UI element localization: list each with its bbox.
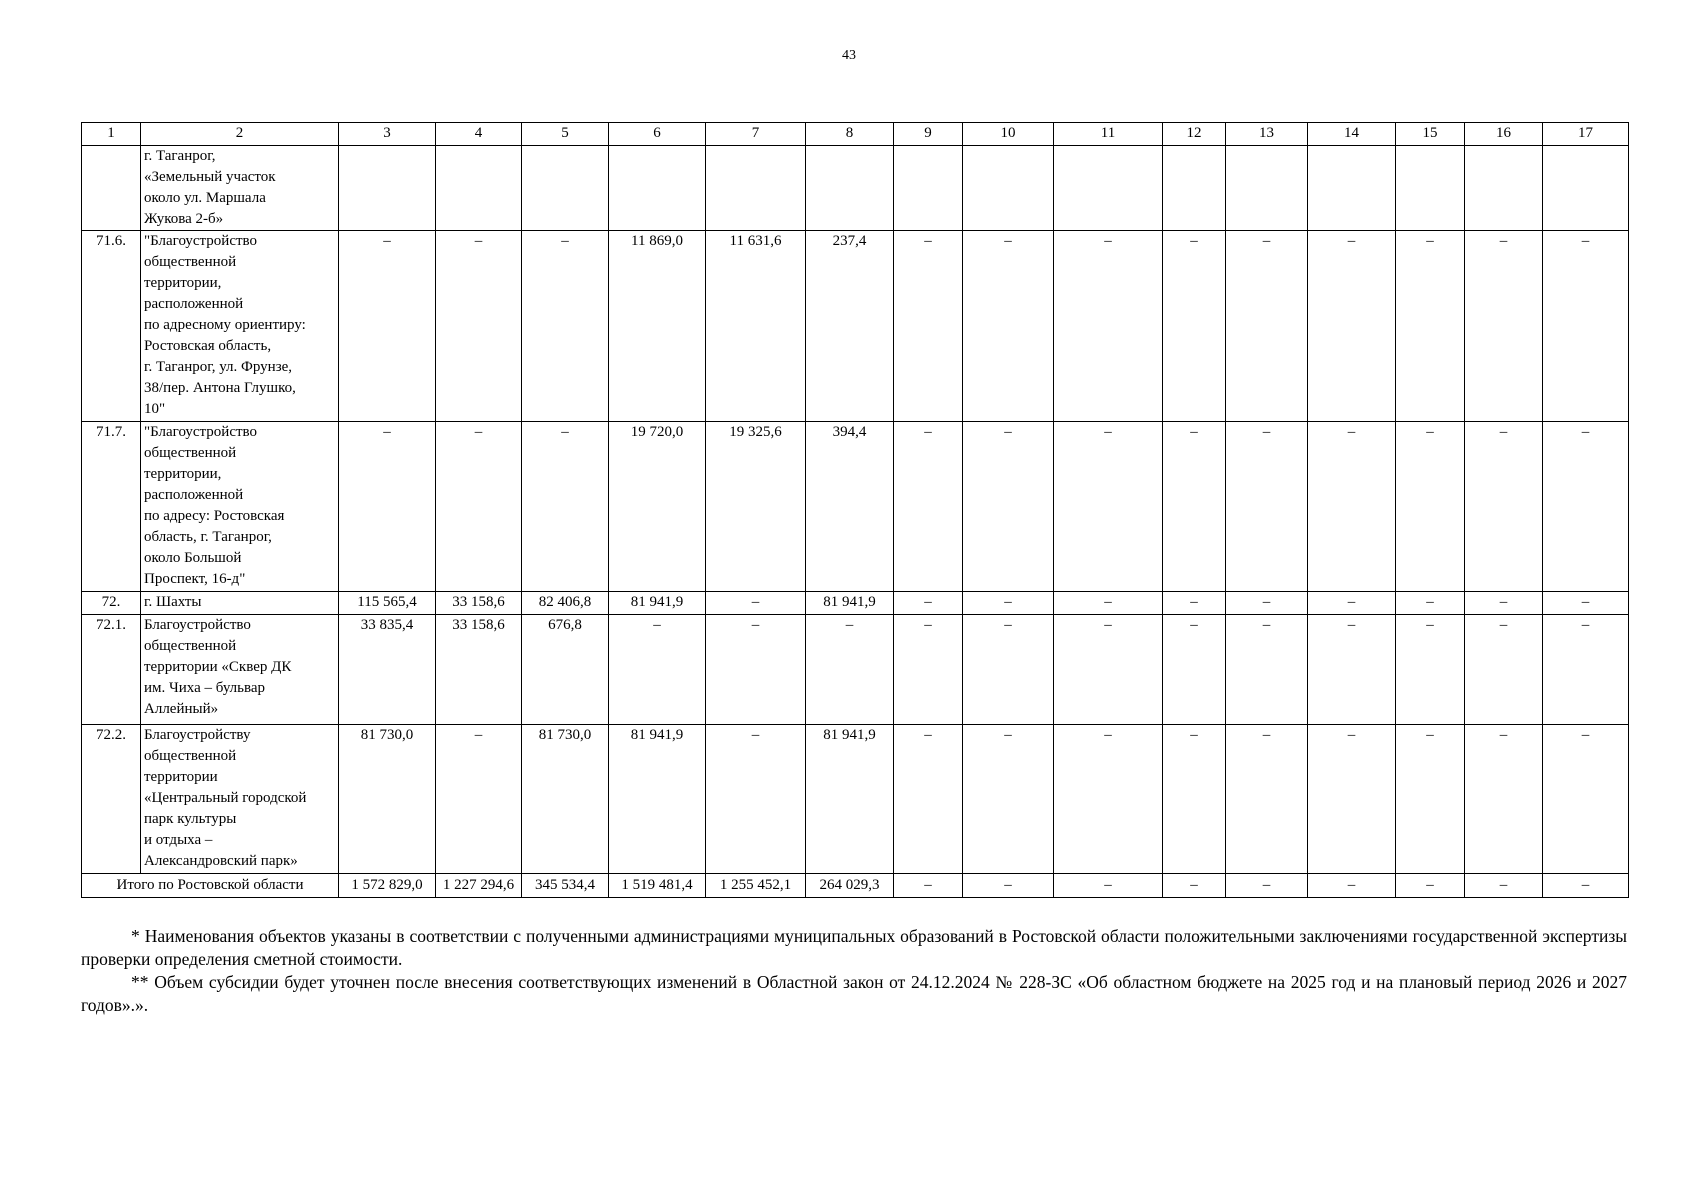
total-value-cell: – <box>963 874 1054 898</box>
value-cell: – <box>1054 725 1163 874</box>
value-cell <box>609 146 706 231</box>
value-cell: 33 158,6 <box>436 592 522 615</box>
value-cell: – <box>1226 231 1308 422</box>
column-number-10: 10 <box>963 123 1054 146</box>
row-number: 72.1. <box>82 615 141 725</box>
object-name: "Благоустройство общественной территории, расположенной по адресному ориентиру: Ростовская область, г. Таганрог, ул. Фрунзе, 38/пер. Антона Глушко, 10" <box>141 231 339 422</box>
value-cell: – <box>1465 422 1543 592</box>
table-row <box>82 146 1629 231</box>
column-number-9: 9 <box>894 123 963 146</box>
total-value-cell: – <box>1465 874 1543 898</box>
value-cell: – <box>1396 422 1465 592</box>
value-cell: – <box>339 422 436 592</box>
value-cell: – <box>1054 231 1163 422</box>
value-cell: 237,4 <box>806 231 894 422</box>
value-cell <box>1054 146 1163 231</box>
value-cell: – <box>894 592 963 615</box>
value-cell: – <box>1054 615 1163 725</box>
table-row <box>82 725 1629 874</box>
value-cell: – <box>436 231 522 422</box>
total-value-cell: – <box>1308 874 1396 898</box>
value-cell: – <box>1465 592 1543 615</box>
column-number-15: 15 <box>1396 123 1465 146</box>
object-name: Благоустройству общественной территории «Центральный городской парк культуры и отдыха – Александровский парк» <box>141 725 339 874</box>
column-number-11: 11 <box>1054 123 1163 146</box>
value-cell: – <box>1396 231 1465 422</box>
value-cell: 33 835,4 <box>339 615 436 725</box>
value-cell: 81 730,0 <box>339 725 436 874</box>
total-value-cell: 264 029,3 <box>806 874 894 898</box>
total-value-cell: 345 534,4 <box>522 874 609 898</box>
table-row <box>82 422 1629 592</box>
total-value-cell: – <box>1054 874 1163 898</box>
value-cell: – <box>894 725 963 874</box>
value-cell <box>706 146 806 231</box>
value-cell: – <box>1308 231 1396 422</box>
object-name: г. Таганрог, «Земельный участок около ул. Маршала Жукова 2-б» <box>141 146 339 231</box>
value-cell <box>1308 146 1396 231</box>
row-number: 71.6. <box>82 231 141 422</box>
value-cell: – <box>894 615 963 725</box>
total-value-cell: – <box>1163 874 1226 898</box>
value-cell: – <box>1054 592 1163 615</box>
column-number-6: 6 <box>609 123 706 146</box>
column-number-17: 17 <box>1543 123 1629 146</box>
value-cell: – <box>963 231 1054 422</box>
value-cell <box>436 146 522 231</box>
value-cell: – <box>1396 592 1465 615</box>
value-cell <box>1163 146 1226 231</box>
value-cell: 81 941,9 <box>806 592 894 615</box>
column-number-12: 12 <box>1163 123 1226 146</box>
footnote-2: ** Объем субсидии будет уточнен после внесения соответствующих изменений в Областной закон от 24.12.2024 № 228-ЗС «Об областном бюджете на 2025 год и на плановый период 2026 и 2027 годов».». <box>81 972 1627 1015</box>
value-cell: – <box>1543 231 1629 422</box>
page-number: 43 <box>842 48 856 63</box>
value-cell: – <box>1308 422 1396 592</box>
column-number-1: 1 <box>82 123 141 146</box>
object-name: Благоустройство общественной территории «Сквер ДК им. Чиха – бульвар Аллейный» <box>141 615 339 725</box>
subsidy-table <box>81 122 1629 898</box>
value-cell: – <box>1308 725 1396 874</box>
column-number-14: 14 <box>1308 123 1396 146</box>
value-cell <box>1465 146 1543 231</box>
object-name: "Благоустройство общественной территории, расположенной по адресу: Ростовская область, г. Таганрог, около Большой Проспект, 16-д" <box>141 422 339 592</box>
value-cell: – <box>339 231 436 422</box>
value-cell: – <box>1226 422 1308 592</box>
value-cell <box>522 146 609 231</box>
value-cell: 19 325,6 <box>706 422 806 592</box>
value-cell: – <box>706 592 806 615</box>
value-cell: 394,4 <box>806 422 894 592</box>
value-cell: – <box>963 615 1054 725</box>
object-name: г. Шахты <box>141 592 339 615</box>
value-cell <box>1396 146 1465 231</box>
value-cell: – <box>1308 592 1396 615</box>
value-cell: – <box>1226 615 1308 725</box>
value-cell: – <box>894 422 963 592</box>
value-cell: – <box>1465 725 1543 874</box>
column-number-4: 4 <box>436 123 522 146</box>
column-number-13: 13 <box>1226 123 1308 146</box>
value-cell: – <box>1226 592 1308 615</box>
value-cell: – <box>1163 231 1226 422</box>
footnote-1: * Наименования объектов указаны в соответствии с полученными администрациями муниципальных образований в Ростовской области положительными заключениями государственной экспертизы проверки определения сметной стоимости. <box>81 926 1627 969</box>
value-cell: 81 941,9 <box>609 725 706 874</box>
value-cell: – <box>1163 592 1226 615</box>
value-cell: 676,8 <box>522 615 609 725</box>
value-cell: – <box>806 615 894 725</box>
value-cell: – <box>1163 615 1226 725</box>
value-cell: 11 869,0 <box>609 231 706 422</box>
total-value-cell: – <box>1543 874 1629 898</box>
total-row <box>82 874 1629 898</box>
value-cell: – <box>609 615 706 725</box>
value-cell: – <box>1465 615 1543 725</box>
value-cell: – <box>1543 422 1629 592</box>
value-cell: 115 565,4 <box>339 592 436 615</box>
value-cell: 81 941,9 <box>806 725 894 874</box>
value-cell: – <box>522 231 609 422</box>
value-cell <box>963 146 1054 231</box>
value-cell: – <box>436 422 522 592</box>
total-value-cell: 1 572 829,0 <box>339 874 436 898</box>
total-value-cell: – <box>1226 874 1308 898</box>
value-cell: – <box>706 725 806 874</box>
value-cell: – <box>1543 725 1629 874</box>
total-label: Итого по Ростовской области <box>82 874 339 898</box>
value-cell: 11 631,6 <box>706 231 806 422</box>
value-cell: – <box>1308 615 1396 725</box>
value-cell <box>339 146 436 231</box>
value-cell: – <box>706 615 806 725</box>
value-cell <box>894 146 963 231</box>
row-number: 72.2. <box>82 725 141 874</box>
value-cell: – <box>1543 592 1629 615</box>
column-number-7: 7 <box>706 123 806 146</box>
value-cell: – <box>1163 725 1226 874</box>
value-cell: – <box>1163 422 1226 592</box>
row-number: 71.7. <box>82 422 141 592</box>
table-row <box>82 231 1629 422</box>
table-row <box>82 615 1629 725</box>
value-cell: – <box>1226 725 1308 874</box>
column-number-16: 16 <box>1465 123 1543 146</box>
column-number-row <box>82 123 1629 146</box>
value-cell: – <box>436 725 522 874</box>
value-cell <box>806 146 894 231</box>
value-cell <box>1543 146 1629 231</box>
value-cell: 19 720,0 <box>609 422 706 592</box>
column-number-8: 8 <box>806 123 894 146</box>
column-number-3: 3 <box>339 123 436 146</box>
value-cell: 81 941,9 <box>609 592 706 615</box>
row-number <box>82 146 141 231</box>
value-cell: 33 158,6 <box>436 615 522 725</box>
value-cell: – <box>1054 422 1163 592</box>
table-row <box>82 592 1629 615</box>
total-value-cell: – <box>1396 874 1465 898</box>
value-cell: 82 406,8 <box>522 592 609 615</box>
footnotes <box>81 925 1627 1017</box>
column-number-5: 5 <box>522 123 609 146</box>
value-cell: – <box>1396 725 1465 874</box>
row-number: 72. <box>82 592 141 615</box>
value-cell: – <box>963 725 1054 874</box>
value-cell <box>1226 146 1308 231</box>
table-body <box>82 123 1629 898</box>
total-value-cell: 1 519 481,4 <box>609 874 706 898</box>
total-value-cell: 1 255 452,1 <box>706 874 806 898</box>
value-cell: – <box>963 422 1054 592</box>
total-value-cell: 1 227 294,6 <box>436 874 522 898</box>
value-cell: – <box>1396 615 1465 725</box>
total-value-cell: – <box>894 874 963 898</box>
value-cell: – <box>1543 615 1629 725</box>
value-cell: 81 730,0 <box>522 725 609 874</box>
value-cell: – <box>963 592 1054 615</box>
value-cell: – <box>522 422 609 592</box>
column-number-2: 2 <box>141 123 339 146</box>
value-cell: – <box>894 231 963 422</box>
value-cell: – <box>1465 231 1543 422</box>
